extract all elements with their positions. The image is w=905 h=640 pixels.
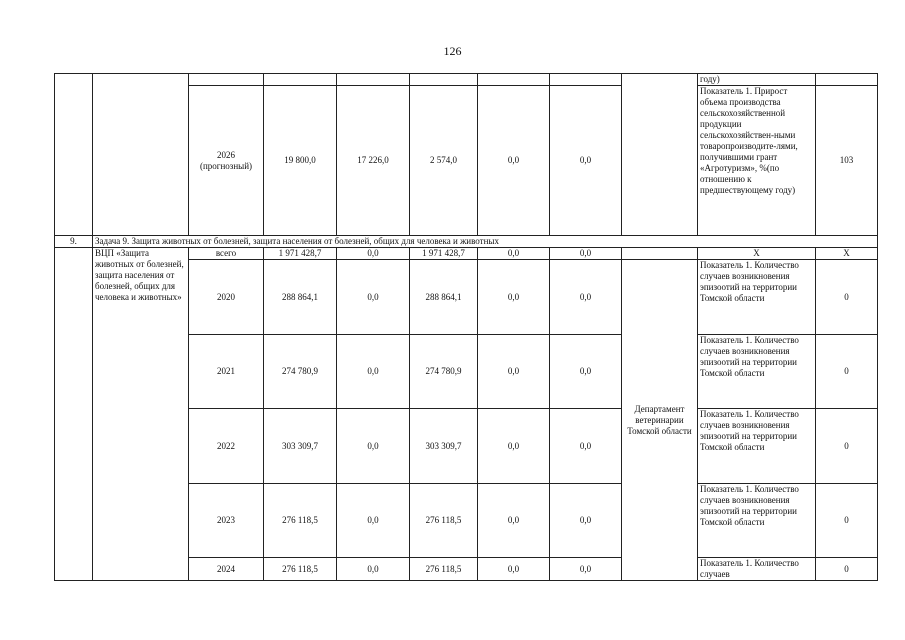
task-title: Задача 9. Защита животных от болезней, защита населения от болезней, общих для человека и животных (93, 236, 878, 248)
year-cell: 2020 (189, 260, 264, 335)
local-cell: 0,0 (478, 260, 550, 335)
federal-cell: 0,0 (337, 260, 410, 335)
local-cell: 0,0 (478, 248, 550, 260)
indicator-cell: Показатель 1. Количество случаев (698, 558, 816, 581)
indicator-cell: Х (698, 248, 816, 260)
total-cell: 19 800,0 (264, 86, 337, 236)
indicator-cell: Показатель 1. Количество случаев возникновения эпизоотий на территории Томской области (698, 484, 816, 558)
other-cell: 0,0 (550, 86, 622, 236)
value-cell: 0 (816, 409, 878, 484)
other-cell: 0,0 (550, 484, 622, 558)
indicator-cell: Показатель 1. Количество случаев возникновения эпизоотий на территории Томской области (698, 409, 816, 484)
local-cell: 0,0 (478, 86, 550, 236)
program-table (54, 73, 878, 581)
task-number: 9. (55, 236, 93, 248)
other-cell: 0,0 (550, 558, 622, 581)
regional-cell: 2 574,0 (410, 86, 478, 236)
local-cell: 0,0 (478, 558, 550, 581)
value-cell: 103 (816, 86, 878, 236)
table-row (55, 74, 878, 86)
total-cell: 288 864,1 (264, 260, 337, 335)
regional-cell: 1 971 428,7 (410, 248, 478, 260)
regional-cell: 274 780,9 (410, 335, 478, 409)
federal-cell: 0,0 (337, 484, 410, 558)
federal-cell: 17 226,0 (337, 86, 410, 236)
indicator-cell: Показатель 1. Прирост объема производства сельскохозяйственной продукции сельскохозяйствен-ными товаропроизводите-лями, получившими грант «Агротуризм», %(по отношению к предшествующему году) (698, 86, 816, 236)
vcp-name: ВЦП «Защита животных от болезней, защита населения от болезней, общих для человека и животных» (93, 248, 189, 581)
year-cell: 2023 (189, 484, 264, 558)
other-cell: 0,0 (550, 409, 622, 484)
federal-cell: 0,0 (337, 248, 410, 260)
year-cell: 2022 (189, 409, 264, 484)
department-cell: Департамент ветеринарии Томской области (622, 260, 698, 581)
regional-cell: 276 118,5 (410, 484, 478, 558)
year-cell: 2024 (189, 558, 264, 581)
year-cell: 2021 (189, 335, 264, 409)
federal-cell: 0,0 (337, 558, 410, 581)
total-cell: 303 309,7 (264, 409, 337, 484)
total-cell: 276 118,5 (264, 484, 337, 558)
regional-cell: 288 864,1 (410, 260, 478, 335)
total-cell: 1 971 428,7 (264, 248, 337, 260)
page-number: 126 (443, 44, 462, 58)
indicator-cell: Показатель 1. Количество случаев возникновения эпизоотий на территории Томской области (698, 260, 816, 335)
value-cell: Х (816, 248, 878, 260)
value-cell: 0 (816, 260, 878, 335)
table-row (55, 248, 878, 260)
local-cell: 0,0 (478, 409, 550, 484)
federal-cell: 0,0 (337, 335, 410, 409)
value-cell: 0 (816, 484, 878, 558)
total-cell: 276 118,5 (264, 558, 337, 581)
local-cell: 0,0 (478, 335, 550, 409)
federal-cell: 0,0 (337, 409, 410, 484)
local-cell: 0,0 (478, 484, 550, 558)
value-cell: 0 (816, 335, 878, 409)
indicator-cell: году) (698, 74, 816, 86)
year-cell: 2026 (прогнозный) (189, 86, 264, 236)
regional-cell: 276 118,5 (410, 558, 478, 581)
task-row (55, 236, 878, 248)
value-cell: 0 (816, 558, 878, 581)
other-cell: 0,0 (550, 248, 622, 260)
year-cell: всего (189, 248, 264, 260)
other-cell: 0,0 (550, 260, 622, 335)
total-cell: 274 780,9 (264, 335, 337, 409)
other-cell: 0,0 (550, 335, 622, 409)
regional-cell: 303 309,7 (410, 409, 478, 484)
indicator-cell: Показатель 1. Количество случаев возникновения эпизоотий на территории Томской области (698, 335, 816, 409)
